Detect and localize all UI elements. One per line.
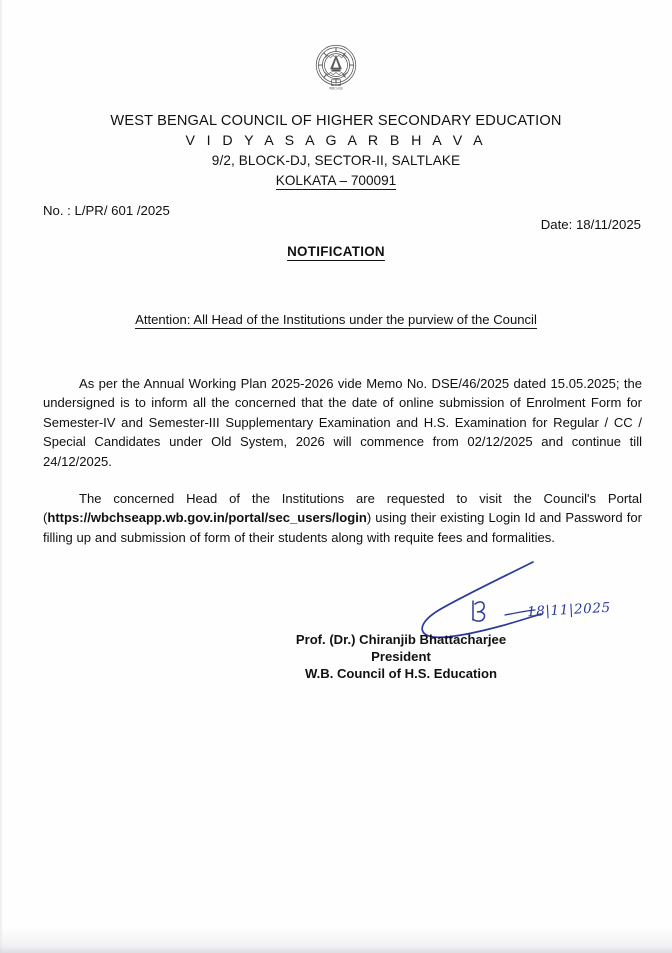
portal-para-suffix: ) using their existing Login Id and Password for filling up and submission of form of their students along with requite fees and formalities. [43, 510, 642, 545]
scan-shadow-artifact [0, 927, 672, 953]
signatory-designation: President [371, 648, 431, 664]
reference-date: Date: 18/11/2025 [540, 217, 641, 232]
city-pin-line [0, 171, 672, 191]
signatory-organisation: W.B. Council of H.S. Education [304, 665, 498, 681]
organisation-name: WEST BENGAL COUNCIL OF HIGHER SECONDARY EDUCATION [110, 113, 562, 129]
attention-text: Attention: All Head of the Institutions under the purview of the Council [135, 312, 537, 327]
city-pin-text: KOLKATA – 700091 [275, 173, 397, 188]
handwritten-date: 18|11|2025 [526, 599, 612, 621]
portal-para-prefix: The concerned Head of the Institutions are requested to visit the Council's Portal ( [43, 491, 642, 526]
svg-text:WBCHSE: WBCHSE [328, 86, 344, 91]
wbchse-seal-icon [313, 40, 359, 92]
letterhead-emblem-container [0, 40, 672, 92]
letterhead [0, 112, 672, 191]
paragraph-enrolment-schedule: As per the Annual Working Plan 2025-2026 vide Memo No. DSE/46/2025 dated 15.05.2025; the undersigned is to inform all the concerned that the date of online submission of Enrolment Form for Semester-IV and Semester-III Supplementary Examination and H.S. Examination for Regular / CC / Special Candidates under Old System, 2026 will commence from 02/12/2025 and continue till 24/12/2025. [43, 376, 642, 469]
portal-url[interactable]: https://wbchseapp.wb.gov.in/portal/sec_users/login [47, 510, 367, 526]
address-line: 9/2, BLOCK-DJ, SECTOR-II, SALTLAKE [211, 153, 461, 168]
paragraph-portal-instructions [43, 489, 642, 547]
document-title-text: NOTIFICATION [287, 244, 385, 259]
document-body [43, 374, 642, 547]
document-title [0, 244, 672, 259]
reference-number: No. : L/PR/ 601 /2025 [43, 203, 170, 218]
attention-line [0, 312, 672, 327]
building-name: V I D Y A S A G A R B H A V A [185, 133, 487, 149]
reference-row [43, 203, 641, 232]
signatory-block [0, 632, 672, 682]
signatory-name: Prof. (Dr.) Chiranjib Bhattacharjee [295, 632, 507, 647]
